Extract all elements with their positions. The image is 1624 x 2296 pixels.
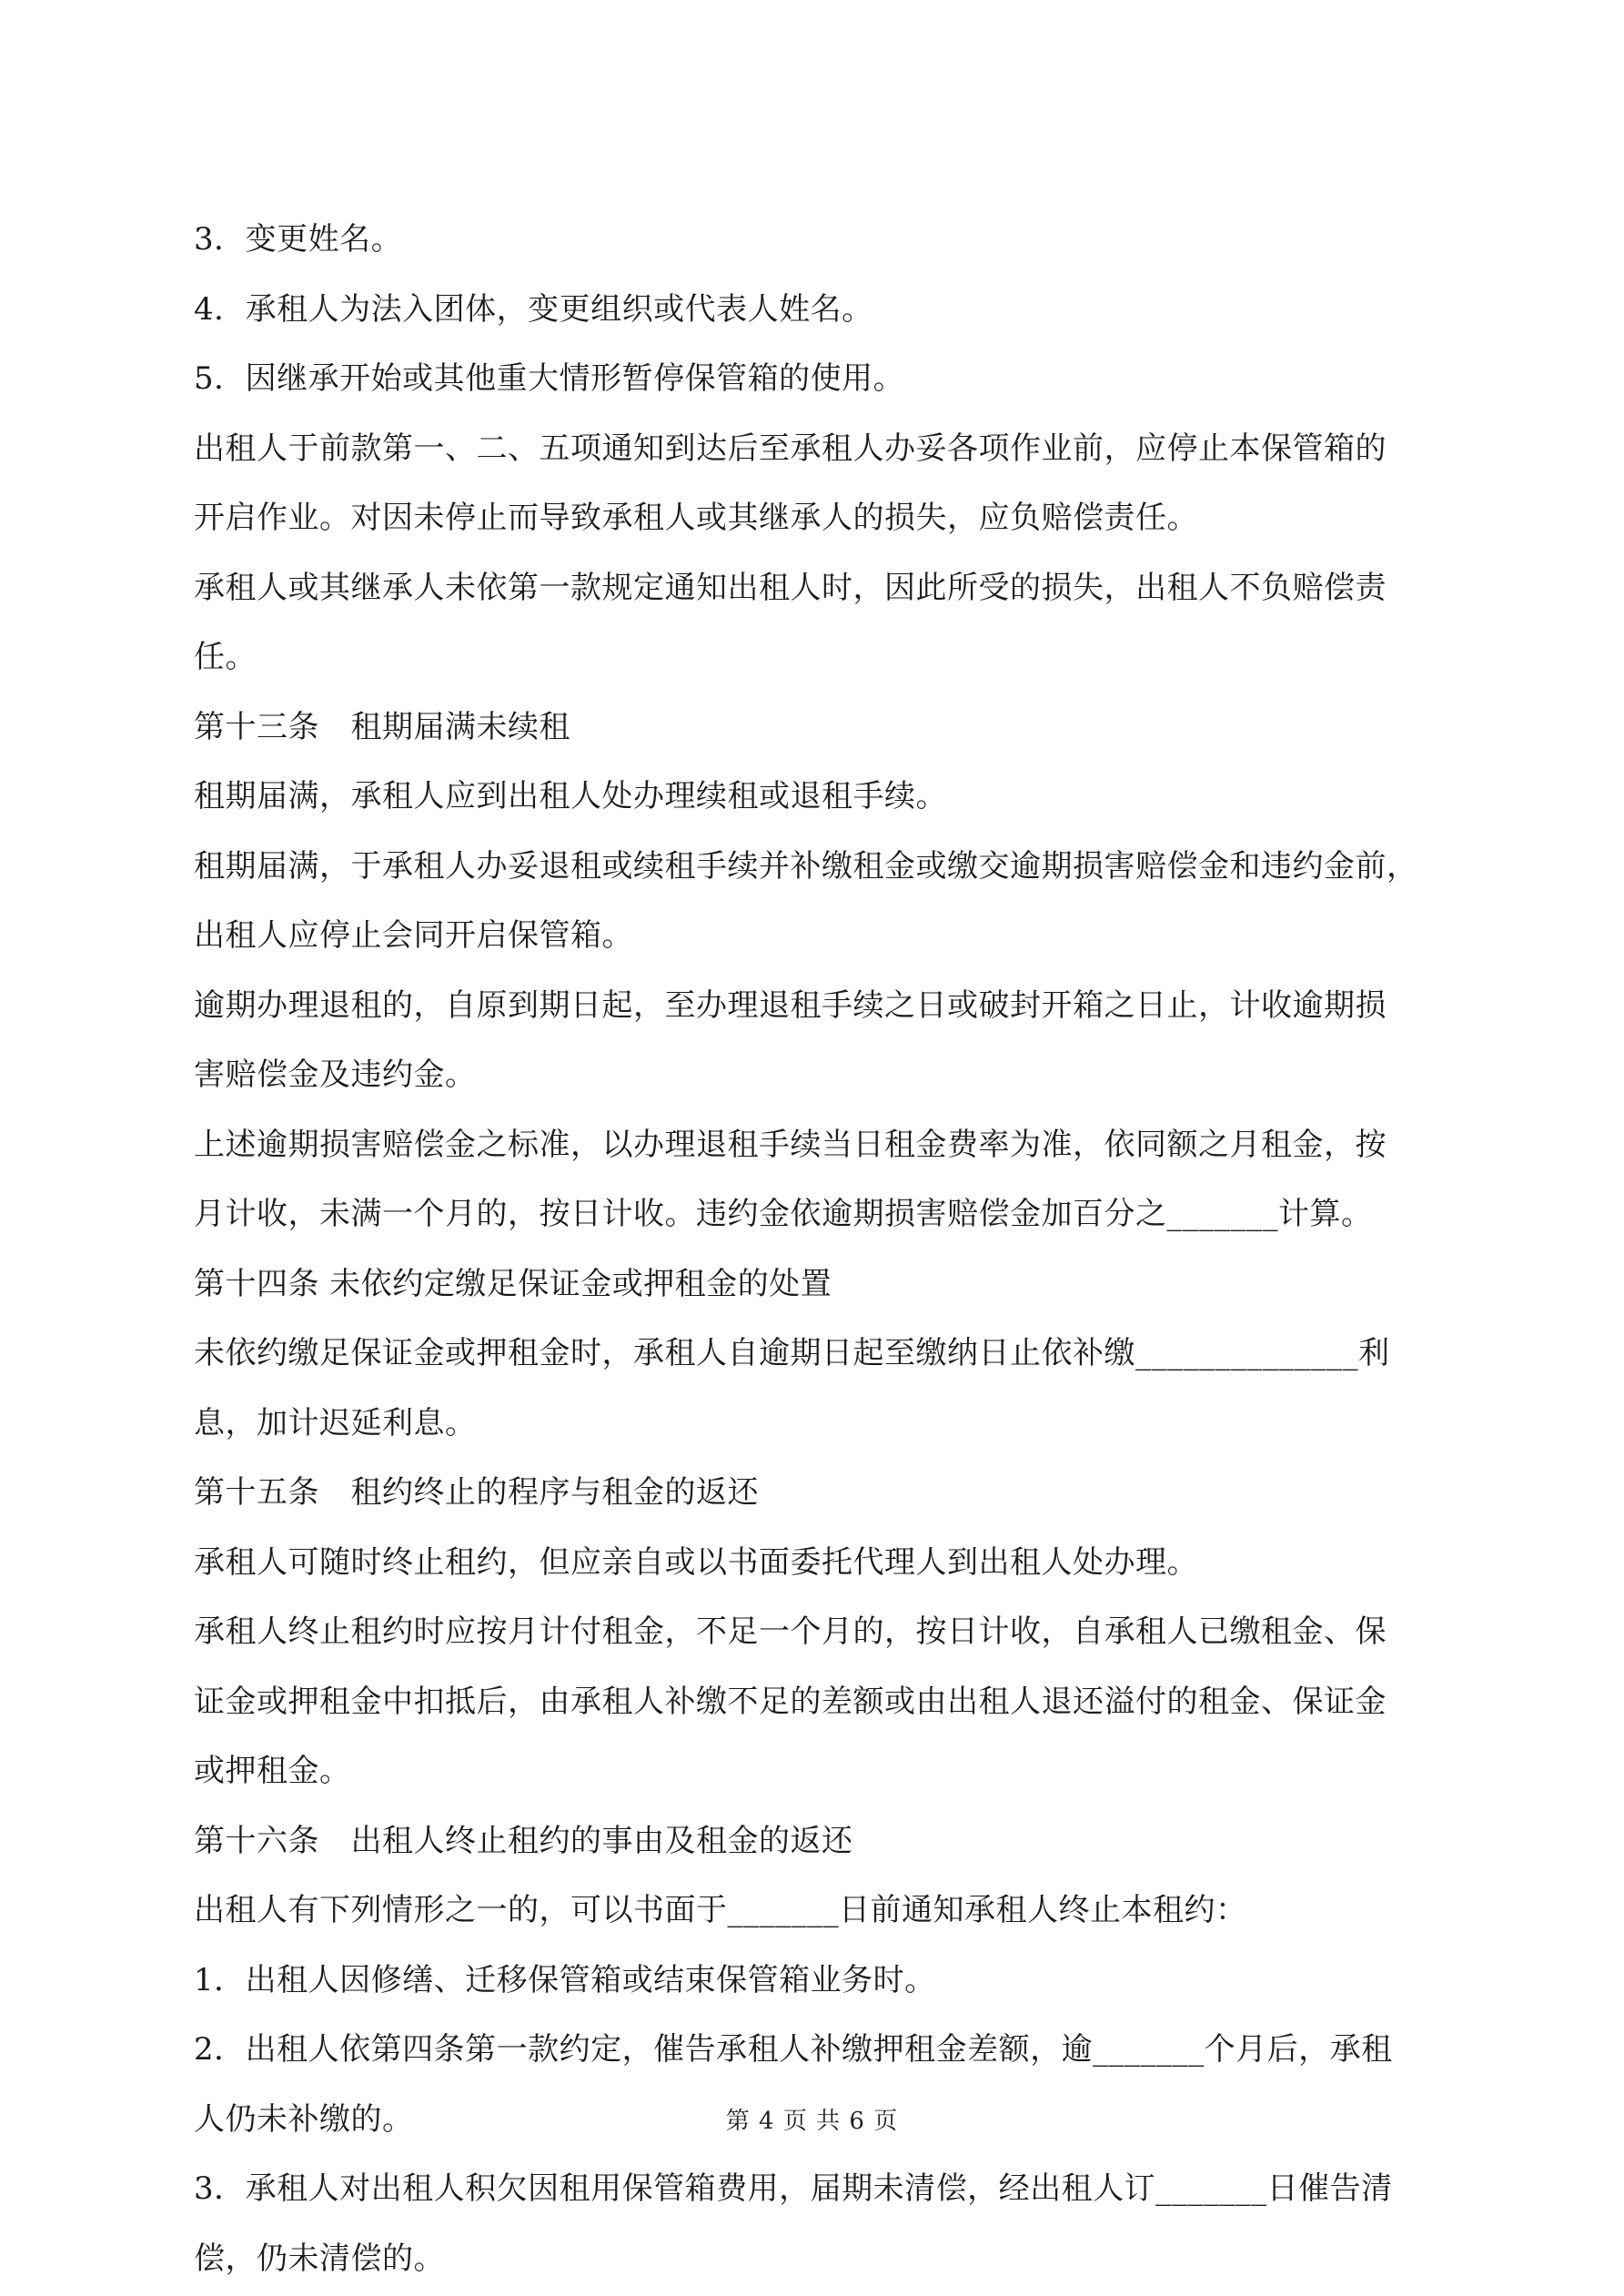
text-line: 5．因继承开始或其他重大情形暂停保管箱的使用。 xyxy=(194,360,905,397)
text-line: 出租人应停止会同开启保管箱。 xyxy=(194,917,633,954)
text-line: 2．出租人依第四条第一款约定，催告承租人补缴押租金差额，逾_______个月后，承租 xyxy=(194,2031,1393,2068)
text-line: 害赔偿金及违约金。 xyxy=(194,1057,477,1093)
page-footer: 第 4 页 共 6 页 xyxy=(725,2108,899,2135)
text-line: 开启作业。对因未停止而导致承租人或其继承人的损失，应负赔偿责任。 xyxy=(194,500,1198,536)
text-line: 4．承租人为法入团体，变更组织或代表人姓名。 xyxy=(194,290,873,328)
article-heading: 第十三条 租期届满未续租 xyxy=(194,708,570,745)
article-heading: 第十六条 出租人终止租约的事由及租金的返还 xyxy=(194,1822,853,1859)
text-line: 月计收，未满一个月的，按日计收。违约金依逾期损害赔偿金加百分之_______计算。 xyxy=(194,1196,1373,1232)
text-line: 承租人终止租约时应按月计付租金，不足一个月的，按日计收，自承租人已缴租金、保 xyxy=(194,1613,1387,1650)
text-line: 息，加计迟延利息。 xyxy=(194,1404,477,1441)
document-body xyxy=(194,205,1440,2293)
text-line: 人仍未补缴的。 xyxy=(194,2100,414,2138)
text-line: 租期届满，于承租人办妥退租或续租手续并补缴租金或缴交逾期损害赔偿金和违约金前， xyxy=(194,847,1418,885)
text-line: 租期届满，承租人应到出租人处办理续租或退租手续。 xyxy=(194,778,947,814)
text-line: 承租人或其继承人未依第一款规定通知出租人时，因此所受的损失，出租人不负赔偿责 xyxy=(194,569,1387,606)
text-line: 承租人可随时终止租约，但应亲自或以书面委托代理人到出租人处办理。 xyxy=(194,1543,1198,1581)
article-heading: 第十五条 租约终止的程序与租金的返还 xyxy=(194,1474,759,1511)
text-line: 3．承租人对出租人积欠因租用保管箱费用，届期未清偿，经出租人订_______日催告清 xyxy=(194,2170,1393,2207)
text-line: 3．变更姓名。 xyxy=(194,221,403,258)
text-line: 未依约缴足保证金或押租金时，承租人自逾期日起至缴纳日止依补缴______________利 xyxy=(194,1335,1390,1371)
article-heading: 第十四条 未依约定缴足保证金或押租金的处置 xyxy=(194,1265,832,1302)
text-line: 出租人于前款第一、二、五项通知到达后至承租人办妥各项作业前，应停止本保管箱的 xyxy=(194,430,1387,467)
text-line: 偿，仍未清偿的。 xyxy=(194,2240,445,2277)
text-line: 逾期办理退租的，自原到期日起，至办理退租手续之日或破封开箱之日止，计收逾期损 xyxy=(194,986,1387,1024)
text-line: 或押租金。 xyxy=(194,1753,351,1789)
text-line: 证金或押租金中扣抵后，由承租人补缴不足的差额或由出租人退还溢付的租金、保证金 xyxy=(194,1683,1387,1720)
text-line: 出租人有下列情形之一的，可以书面于_______日前通知承租人终止本租约： xyxy=(194,1892,1247,1928)
text-line: 1．出租人因修缮、迁移保管箱或结束保管箱业务时。 xyxy=(194,1961,936,1998)
text-line: 上述逾期损害赔偿金之标准，以办理退租手续当日租金费率为准，依同额之月租金，按 xyxy=(194,1126,1387,1163)
text-line: 任。 xyxy=(194,639,257,675)
